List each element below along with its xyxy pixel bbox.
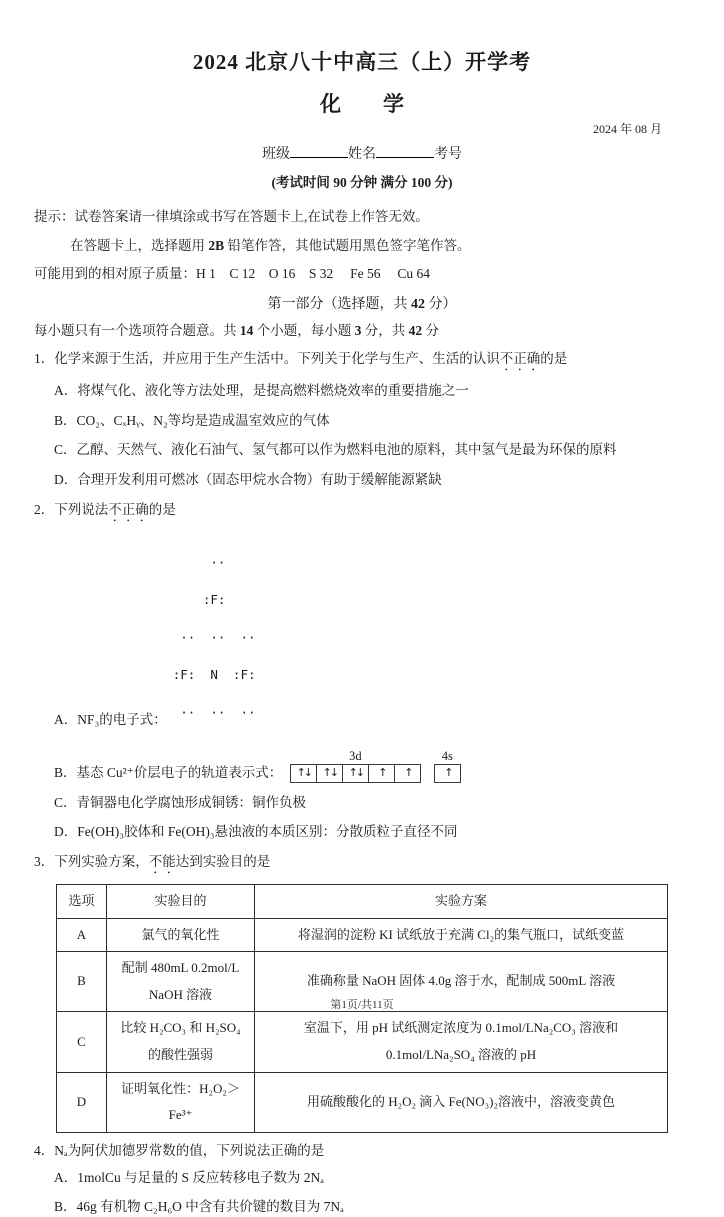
table-row xyxy=(57,918,668,952)
lewis-structure-nf3 xyxy=(173,532,256,745)
table-header-option: 选项 xyxy=(57,884,107,918)
q2-option-d: D．Fe(OH)₃胶体和 Fe(OH)₃悬浊液的本质区别：分散质粒子直径不同 xyxy=(54,824,458,840)
subtitle-seg: 分 xyxy=(422,322,439,338)
table-cell-plan: 将湿润的淀粉 KI 试纸放于充满 Cl₂的集气瓶口，试纸变蓝 xyxy=(255,918,668,952)
atomic-masses-line: 可能用到的相对原子质量：H 1 C 12 O 16 S 32 Fe 56 Cu 64 xyxy=(34,266,431,282)
table-row xyxy=(57,1072,668,1132)
notice-line-2-pre: 在答题卡上，选择题用 xyxy=(70,237,209,253)
q2-option-b xyxy=(34,750,690,783)
table-header-purpose: 实验目的 xyxy=(107,884,255,918)
q4-option-a: A．1molCu 与足量的 S 反应转移电子数为 2Nₐ xyxy=(54,1169,324,1185)
lewis-line: :F: xyxy=(172,592,226,607)
orbital-box: ↑↓ xyxy=(290,764,317,783)
exam-info: (考试时间 90 分钟 满分 100 分) xyxy=(271,175,453,190)
subtitle-seg-total: 42 xyxy=(408,322,423,338)
section-1-title-post: 分） xyxy=(425,296,457,312)
subtitle-seg-count: 14 xyxy=(239,322,254,338)
table-cell-purpose: 证明氧化性：H₂O₂＞Fe³⁺ xyxy=(107,1072,255,1132)
q2-option-b-label: B．基态 Cu²⁺价层电子的轨道表示式： xyxy=(54,764,283,780)
lewis-line: :F: N :F: xyxy=(172,667,256,682)
name-blank-underline xyxy=(376,143,434,158)
table-cell-purpose: 配制 480mL 0.2mol/L NaOH 溶液 xyxy=(107,952,255,1012)
question-2-stem xyxy=(34,500,690,525)
section-1-title xyxy=(34,293,690,313)
q1-option-c: C．乙醇、天然气、液化石油气、氢气都可以作为燃料电池的原料，其中氢气是最为环保的原料 xyxy=(54,442,617,458)
q2-option-c: C．青铜器电化学腐蚀形成铜锈：铜作负极 xyxy=(54,794,307,810)
q4-option-b: B．46g 有机物 C₂H₆O 中含有共价键的数目为 7Nₐ xyxy=(54,1199,344,1215)
q2-option-a xyxy=(34,532,690,745)
question-4-stem: 4．Nₐ为阿伏加德罗常数的值，下列说法正确的是 xyxy=(34,1143,325,1158)
table-cell-option: B xyxy=(57,952,107,1012)
orbital-3d-group xyxy=(290,750,420,783)
orbital-diagram xyxy=(290,750,460,783)
q1-option-b: B．CO₂、CₓHᵧ、N₂等均是造成温室效应的气体 xyxy=(54,412,330,428)
name-label: 姓名 xyxy=(348,147,376,162)
subtitle-seg-points: 3 xyxy=(354,322,362,338)
q2-option-a-label: A．NF₃的电子式： xyxy=(54,712,167,727)
subtitle-seg: 分，共 xyxy=(361,322,409,338)
orbital-3d-label: 3d xyxy=(349,749,362,763)
lewis-line: ·· ·· ·· xyxy=(172,704,256,720)
section-1-subtitle xyxy=(34,321,690,341)
orbital-3d-boxes xyxy=(290,764,420,783)
section-1-title-points: 42 xyxy=(411,296,425,312)
question-3-stem xyxy=(34,852,690,877)
section-1-title-pre: 第一部分（选择题，共 xyxy=(267,296,411,312)
subtitle-seg: 每小题只有一个选项符合题意。共 xyxy=(34,322,240,338)
orbital-box: ↑↓ xyxy=(342,764,369,783)
table-header-row xyxy=(57,884,668,918)
orbital-box: ↑ xyxy=(434,764,461,783)
table-cell-option: C xyxy=(57,1012,107,1072)
orbital-4s-label: 4s xyxy=(441,749,453,763)
notice-line-2-bold: 2B xyxy=(208,237,225,253)
question-1-stem xyxy=(34,349,690,374)
exam-date: 2024 年 08 月 xyxy=(592,122,662,136)
subject-title: 化 学 xyxy=(320,92,404,116)
class-blank-underline xyxy=(290,143,348,158)
student-fill-line xyxy=(34,143,690,163)
notice-line-1: 提示：试卷答案请一律填涂或书写在答题卡上,在试卷上作答无效。 xyxy=(34,209,429,224)
table-cell-plan: 用硫酸酸化的 H₂O₂ 滴入 Fe(NO₃)₂溶液中，溶液变黄色 xyxy=(255,1072,668,1132)
q1-stem-post: 的是 xyxy=(540,351,568,367)
table-cell-plan: 准确称量 NaOH 固体 4.0g 溶于水，配制成 500mL 溶液 xyxy=(255,952,668,1012)
q1-stem-emphasis: 不正确 xyxy=(499,351,541,367)
orbital-4s-group xyxy=(434,750,460,783)
q2-stem-emphasis: 不正确 xyxy=(108,501,149,517)
lewis-line: ·· ·· ·· xyxy=(172,629,256,645)
q1-option-d: D．合理开发利用可燃冰（固态甲烷水合物）有助于缓解能源紧缺 xyxy=(54,471,442,487)
page-footer: 第1页/共11页 xyxy=(330,999,394,1011)
table-cell-plan: 室温下，用 pH 试纸测定浓度为 0.1mol/LNa₂CO₃ 溶液和 0.1mol/LNa₂SO₄ 溶液的 pH xyxy=(255,1012,668,1072)
table-cell-purpose: 氯气的氧化性 xyxy=(107,918,255,952)
q3-stem-post: 达到实验目的是 xyxy=(175,853,271,869)
q1-option-a: A．将煤气化、液化等方法处理，是提高燃料燃烧效率的重要措施之一 xyxy=(54,383,469,399)
q2-stem-pre: 2．下列说法 xyxy=(34,501,109,517)
table-cell-purpose: 比较 H₂CO₃ 和 H₂SO₄ 的酸性强弱 xyxy=(107,1012,255,1072)
orbital-box: ↑ xyxy=(368,764,395,783)
subtitle-seg: 个小题，每小题 xyxy=(253,322,355,338)
examno-label: 考号 xyxy=(434,147,462,162)
class-label: 班级 xyxy=(262,147,290,162)
orbital-4s-boxes xyxy=(434,764,460,783)
q2-stem-post: 的是 xyxy=(148,501,176,517)
table-cell-option: A xyxy=(57,918,107,952)
orbital-box: ↑↓ xyxy=(316,764,343,783)
q3-stem-emphasis: 不能 xyxy=(148,853,176,869)
table-cell-option: D xyxy=(57,1072,107,1132)
table-header-plan: 实验方案 xyxy=(255,884,668,918)
notice-line-2-post: 铅笔作答，其他试题用黑色签字笔作答。 xyxy=(224,237,471,253)
table-row xyxy=(57,1012,668,1072)
orbital-box: ↑ xyxy=(394,764,421,783)
q1-stem-pre: 1．化学来源于生活，并应用于生产生活中。下列关于化学与生产、生活的认识 xyxy=(34,351,500,367)
lewis-line: ·· xyxy=(172,554,226,570)
notice-line-2 xyxy=(34,236,690,256)
q3-stem-pre: 3．下列实验方案， xyxy=(34,853,149,869)
page-title: 2024 北京八十中高三（上）开学考 xyxy=(192,50,532,74)
